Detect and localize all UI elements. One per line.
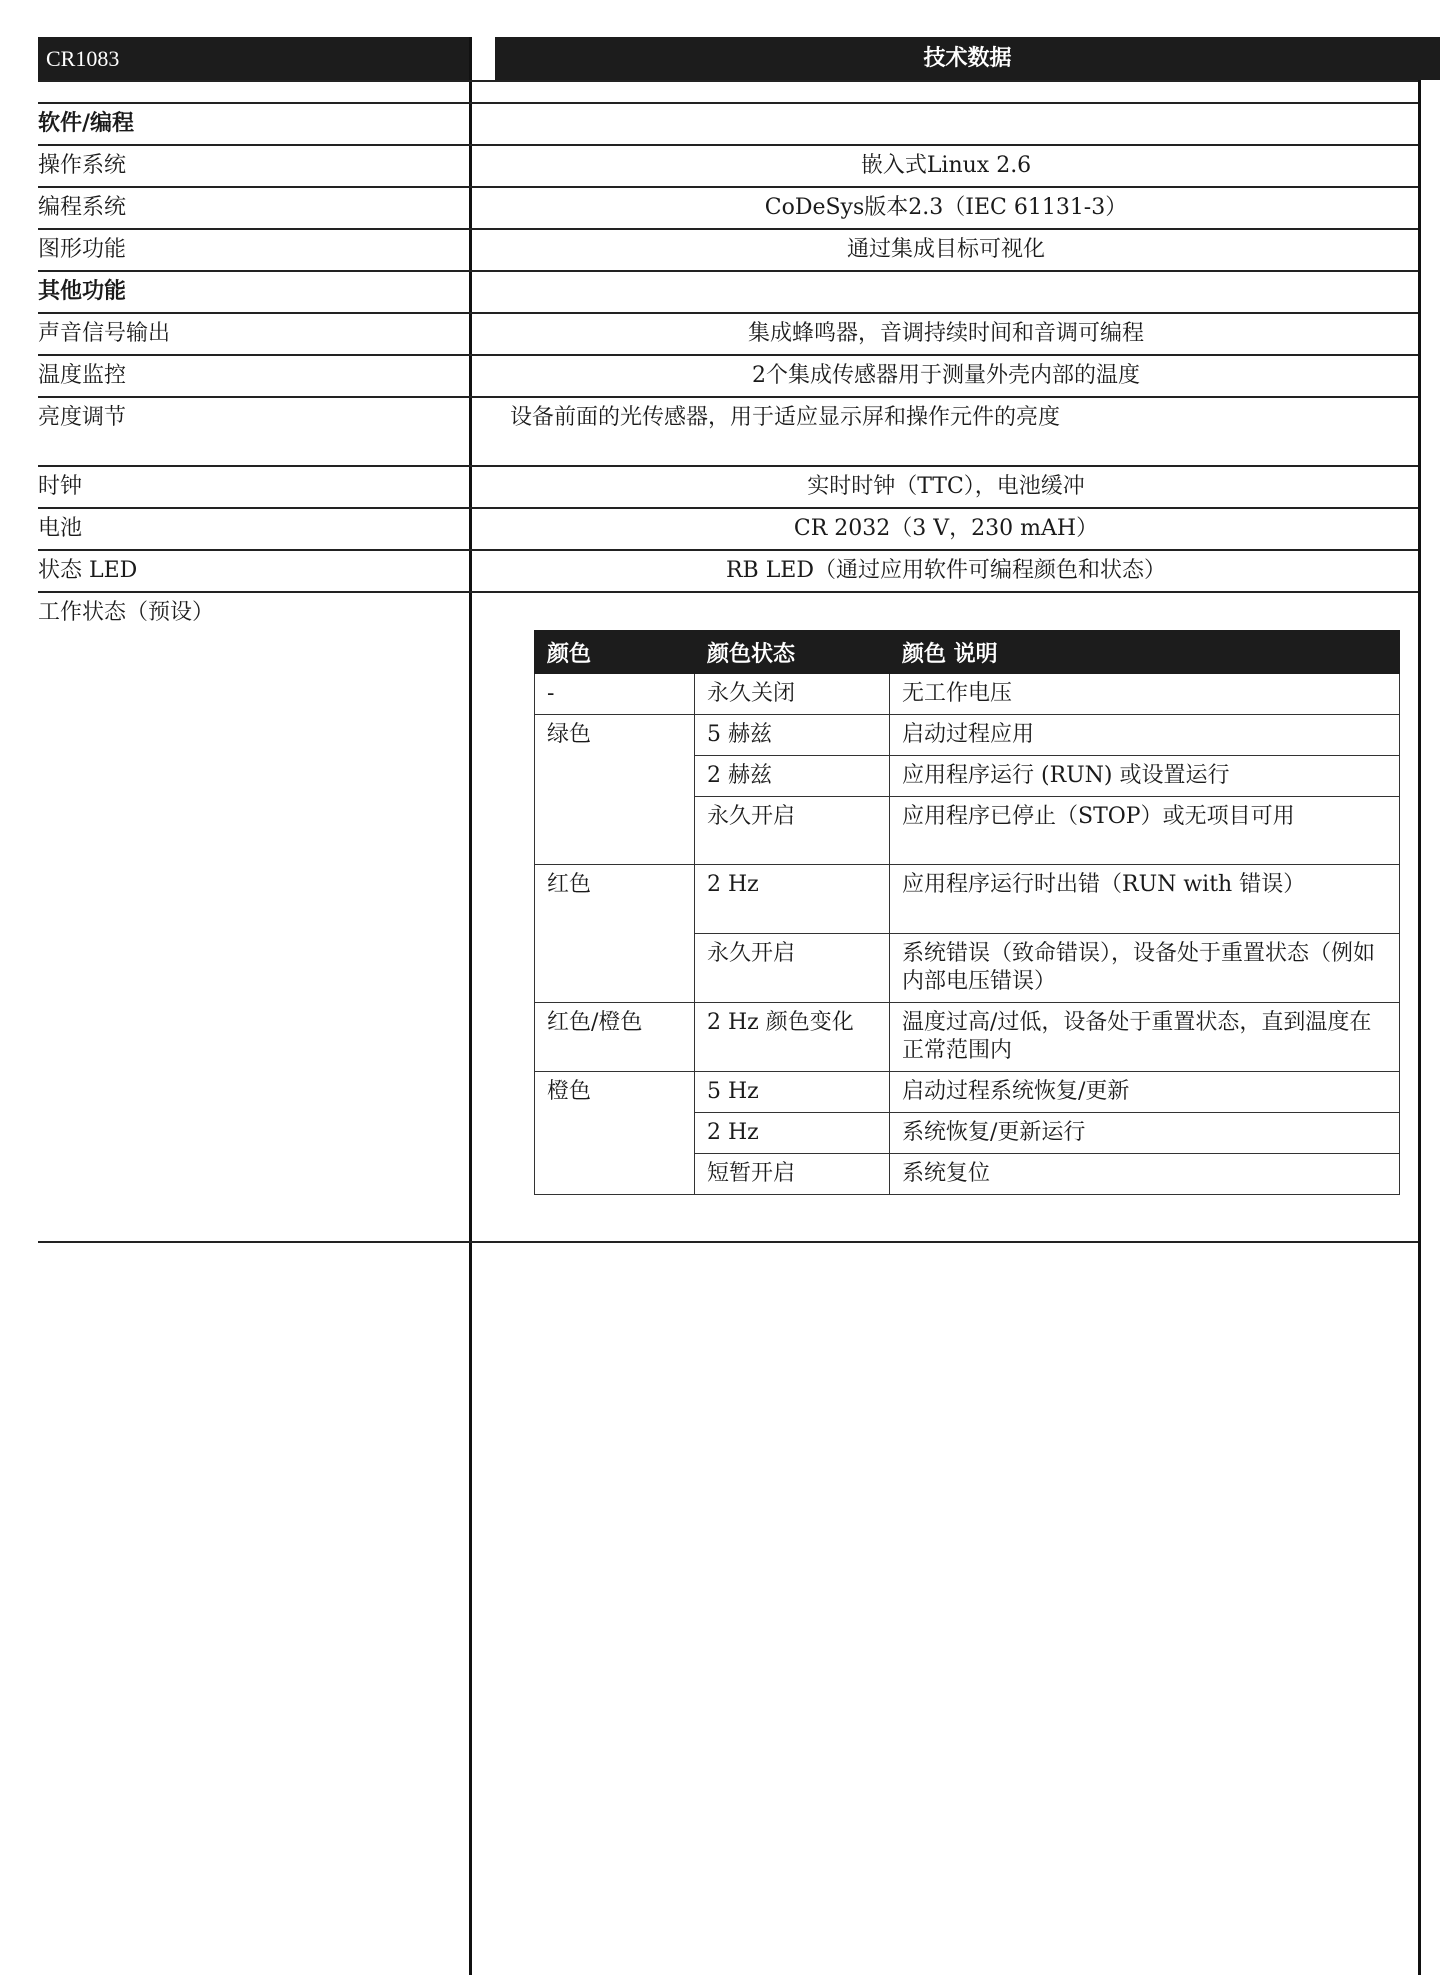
column-header: 颜色状态 — [695, 631, 890, 674]
model-header: CR1083 — [38, 37, 469, 80]
led-description: 无工作电压 — [890, 674, 1400, 715]
row-label: 编程系统 — [38, 195, 127, 220]
row-divider — [38, 396, 1418, 398]
led-description: 应用程序运行时出错（RUN with 错误） — [890, 865, 1400, 934]
row-value: 设备前面的光传感器，用于适应显示屏和操作元件的亮度 — [510, 405, 1061, 430]
led-state: 2 Hz 颜色变化 — [695, 1003, 890, 1072]
table-row — [535, 1072, 1400, 1113]
table-row — [535, 715, 1400, 756]
column-header: 颜色 说明 — [890, 631, 1400, 674]
led-state: 5 Hz — [695, 1072, 890, 1113]
row-divider — [38, 80, 1418, 82]
led-state: 永久开启 — [695, 797, 890, 865]
led-description: 应用程序运行 (RUN) 或设置运行 — [890, 756, 1400, 797]
row-label: 声音信号输出 — [38, 321, 171, 346]
row-label: 时钟 — [38, 474, 83, 499]
section-title: 技术数据 — [495, 37, 1440, 80]
led-state: 2 Hz — [695, 1113, 890, 1154]
led-color: 红色/橙色 — [535, 1003, 695, 1072]
row-value: 通过集成目标可视化 — [846, 237, 1045, 262]
row-divider — [38, 270, 1418, 272]
table-row — [535, 865, 1400, 934]
row-divider — [38, 186, 1418, 188]
column-divider — [469, 37, 472, 1975]
row-label: 温度监控 — [38, 363, 127, 388]
row-divider — [38, 144, 1418, 146]
row-divider — [38, 102, 1418, 104]
table-row — [535, 1003, 1400, 1072]
led-description: 系统复位 — [890, 1154, 1400, 1195]
row-divider — [38, 312, 1418, 314]
row-label: 工作状态（预设） — [38, 600, 215, 625]
row-value: 集成蜂鸣器，音调持续时间和音调可编程 — [747, 321, 1144, 346]
led-state: 2 Hz — [695, 865, 890, 934]
led-color: 绿色 — [535, 715, 695, 865]
row-divider — [38, 507, 1418, 509]
led-state: 2 赫兹 — [695, 756, 890, 797]
row-divider — [38, 549, 1418, 551]
led-description: 系统错误（致命错误），设备处于重置状态（例如内部电压错误） — [890, 934, 1400, 1003]
led-state: 永久开启 — [695, 934, 890, 1003]
row-label: 电池 — [38, 516, 83, 541]
led-description: 应用程序已停止（STOP）或无项目可用 — [890, 797, 1400, 865]
row-label: 软件/编程 — [38, 111, 135, 136]
right-border — [1418, 80, 1421, 1975]
row-divider — [38, 228, 1418, 230]
led-state: 永久关闭 — [695, 674, 890, 715]
row-value: RB LED（通过应用软件可编程颜色和状态） — [725, 558, 1167, 583]
led-description: 启动过程应用 — [890, 715, 1400, 756]
row-label: 状态 LED — [38, 558, 138, 583]
row-divider — [38, 465, 1418, 467]
led-description: 温度过高/过低，设备处于重置状态，直到温度在正常范围内 — [890, 1003, 1400, 1072]
row-value: CR 2032（3 V，230 mAH） — [793, 516, 1099, 541]
row-label: 图形功能 — [38, 237, 127, 262]
row-divider — [38, 354, 1418, 356]
table-row — [535, 674, 1400, 715]
led-color: 红色 — [535, 865, 695, 1003]
row-label: 亮度调节 — [38, 405, 127, 430]
led-description: 启动过程系统恢复/更新 — [890, 1072, 1400, 1113]
row-value: 嵌入式Linux 2.6 — [860, 153, 1032, 178]
row-divider — [38, 591, 1418, 593]
column-header: 颜色 — [535, 631, 695, 674]
led-state: 5 赫兹 — [695, 715, 890, 756]
row-divider — [38, 1241, 1418, 1243]
row-label: 操作系统 — [38, 153, 127, 178]
row-value: 实时时钟（TTC），电池缓冲 — [807, 474, 1085, 499]
row-value: CoDeSys版本2.3（IEC 61131-3） — [764, 195, 1128, 220]
led-color: 橙色 — [535, 1072, 695, 1195]
led-description: 系统恢复/更新运行 — [890, 1113, 1400, 1154]
row-value: 2个集成传感器用于测量外壳内部的温度 — [752, 363, 1140, 388]
led-color: - — [535, 674, 695, 715]
led-status-table — [534, 630, 1400, 1195]
led-state: 短暂开启 — [695, 1154, 890, 1195]
row-label: 其他功能 — [38, 279, 127, 304]
